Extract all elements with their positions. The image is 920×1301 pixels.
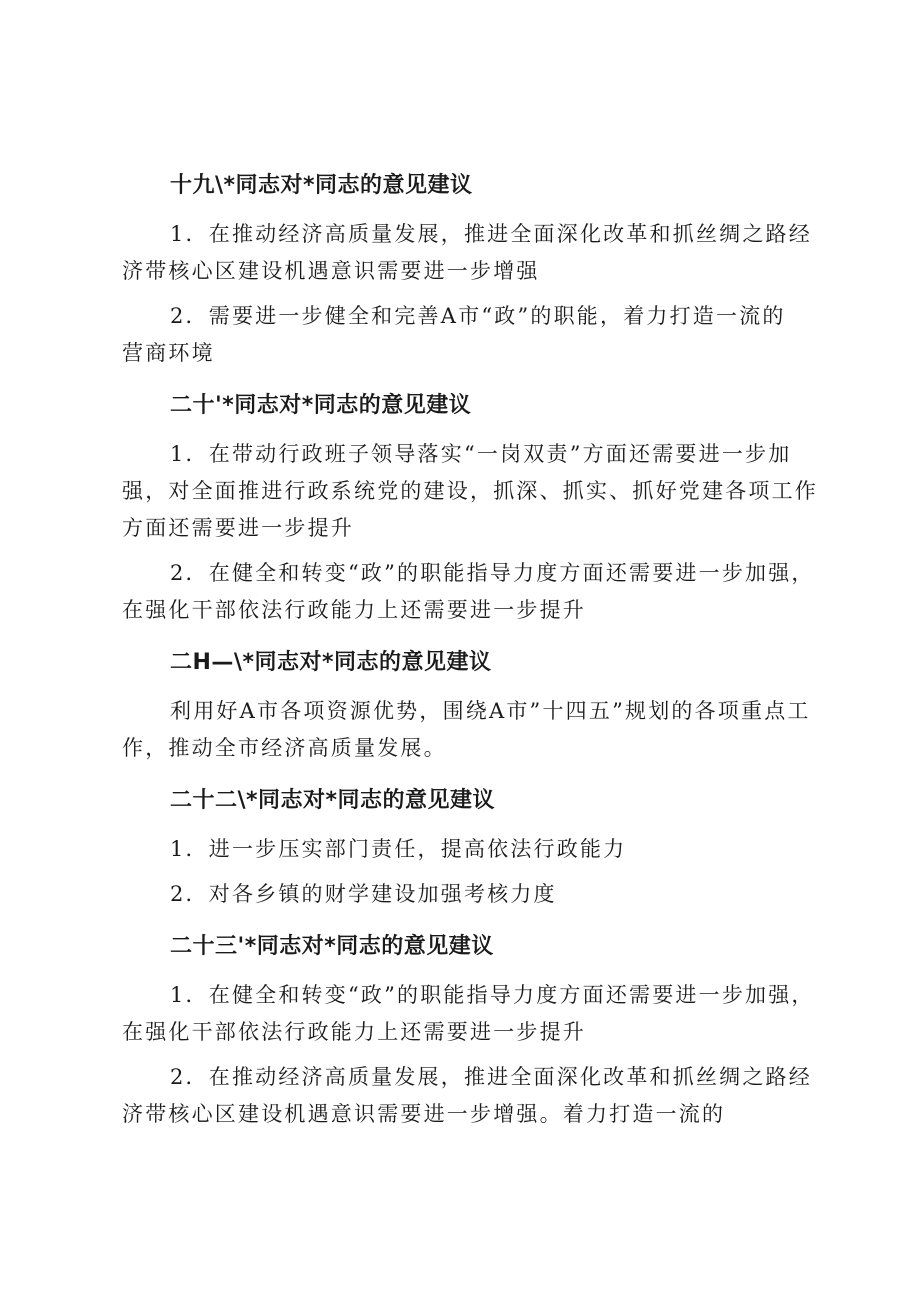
paragraph-line: 营商环境 xyxy=(122,341,215,365)
paragraph-line: 利用好A市各项资源优势，围绕A市”十四五”规划的各项重点工 xyxy=(170,699,811,723)
section-22 xyxy=(122,775,822,913)
paragraph xyxy=(122,876,822,913)
paragraph-line: 2．在健全和转变“政”的职能指导力度方面还需要进一步加强， xyxy=(170,561,815,585)
paragraph-line: 济带核心区建设机遇意识需要进一步增强。着力打造一流的 xyxy=(122,1102,726,1126)
paragraph-line: 1．在推动经济高质量发展，推进全面深化改革和抓丝绸之路经 xyxy=(170,222,812,246)
paragraph-line: 济带核心区建设机遇意识需要进一步增强 xyxy=(122,259,540,283)
section-heading: 十九\*同志对*同志的意见建议 xyxy=(170,173,473,198)
paragraph-line: 在强化干部依法行政能力上还需要进一步提升 xyxy=(122,598,586,622)
paragraph xyxy=(122,436,822,547)
paragraph-line: 1．在健全和转变“政”的职能指导力度方面还需要进一步加强， xyxy=(170,983,815,1007)
paragraph-line: 2．对各乡镇的财学建设加强考核力度 xyxy=(170,882,557,906)
section-heading: 二十二\*同志对*同志的意见建议 xyxy=(170,788,496,813)
paragraph xyxy=(122,831,822,868)
paragraph-line: 强，对全面推进行政系统党的建设，抓深、抓实、抓好党建各项工作 xyxy=(122,479,818,503)
paragraph xyxy=(122,977,822,1051)
section-20 xyxy=(122,380,822,629)
paragraph xyxy=(122,1059,822,1133)
section-21 xyxy=(122,637,822,767)
document-body xyxy=(122,160,822,1141)
paragraph xyxy=(122,298,822,372)
paragraph xyxy=(122,693,822,767)
paragraph xyxy=(122,216,822,290)
section-heading: 二H—\*同志对*同志的意见建议 xyxy=(170,650,492,675)
paragraph-line: 1．在带动行政班子领导落实“一岗双责”方面还需要进一步加 xyxy=(170,442,792,466)
paragraph-line: 在强化干部依法行政能力上还需要进一步提升 xyxy=(122,1020,586,1044)
paragraph-line: 2．在推动经济高质量发展，推进全面深化改革和抓丝绸之路经 xyxy=(170,1065,812,1089)
section-19 xyxy=(122,160,822,372)
paragraph-line: 方面还需要进一步提升 xyxy=(122,516,354,540)
paragraph-line: 作，推动全市经济高质量发展。 xyxy=(122,736,447,760)
paragraph-line: 1．进一步压实部门责任，提高依法行政能力 xyxy=(170,837,627,861)
paragraph-line: 2．需要进一步健全和完善A市“政”的职能，着力打造一流的 xyxy=(170,304,786,328)
section-heading: 二十三'*同志对*同志的意见建议 xyxy=(170,934,494,959)
paragraph xyxy=(122,555,822,629)
section-23 xyxy=(122,921,822,1133)
section-heading: 二十'*同志对*同志的意见建议 xyxy=(170,393,472,418)
